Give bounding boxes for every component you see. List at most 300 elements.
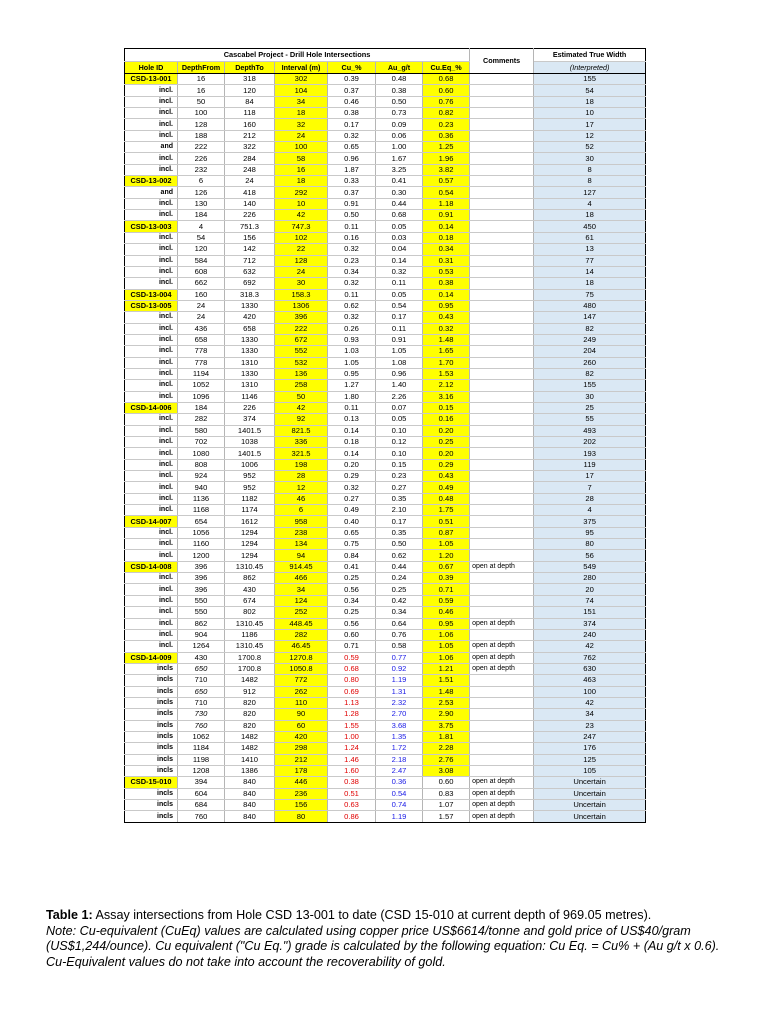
- au-cell: 0.23: [376, 471, 423, 482]
- drill-hole-intersections-table: [124, 48, 646, 823]
- cueq-cell: 0.39: [423, 573, 470, 584]
- au-cell: 0.73: [376, 108, 423, 119]
- au-cell: 0.17: [376, 312, 423, 323]
- cu-cell: 0.95: [328, 368, 376, 379]
- comments-cell: [470, 459, 534, 470]
- true-width-header: Estimated True Width: [534, 49, 646, 62]
- cu-cell: 1.80: [328, 391, 376, 402]
- true-width-cell: 4: [534, 198, 646, 209]
- interval-label-cell: incls: [125, 754, 178, 765]
- depth-to-cell: 1310: [225, 357, 275, 368]
- au-cell: 0.64: [376, 618, 423, 629]
- cueq-cell: 0.43: [423, 471, 470, 482]
- interval-label-cell: incl.: [125, 346, 178, 357]
- interval-label-cell: and: [125, 142, 178, 153]
- interval-cell: 252: [275, 607, 328, 618]
- interval-cell: 448.45: [275, 618, 328, 629]
- depth-to-cell: 420: [225, 312, 275, 323]
- au-cell: 2.18: [376, 754, 423, 765]
- cu-cell: 0.20: [328, 459, 376, 470]
- interval-cell: 672: [275, 334, 328, 345]
- comments-cell: [470, 425, 534, 436]
- cu-cell: 0.11: [328, 402, 376, 413]
- comments-cell: [470, 278, 534, 289]
- depth-from-cell: 396: [178, 584, 225, 595]
- cu-cell: 0.11: [328, 221, 376, 232]
- depth-from-cell: 604: [178, 788, 225, 799]
- cu-cell: 0.96: [328, 153, 376, 164]
- cu-cell: 1.27: [328, 380, 376, 391]
- cueq-cell: 3.08: [423, 765, 470, 776]
- interval-label-cell: incl.: [125, 414, 178, 425]
- table-row: [125, 176, 646, 187]
- au-cell: 2.47: [376, 765, 423, 776]
- interval-label-cell: incl.: [125, 641, 178, 652]
- comments-cell: [470, 74, 534, 85]
- true-width-cell: 450: [534, 221, 646, 232]
- interval-cell: 92: [275, 414, 328, 425]
- interval-cell: 18: [275, 176, 328, 187]
- cueq-cell: 0.20: [423, 425, 470, 436]
- hole-id-cell: CSD-13-002: [125, 176, 178, 187]
- cueq-cell: 0.32: [423, 323, 470, 334]
- interval-cell: 282: [275, 629, 328, 640]
- cu-cell: 1.05: [328, 357, 376, 368]
- table-row: [125, 641, 646, 652]
- au-cell: 1.05: [376, 346, 423, 357]
- interval-label-cell: incl.: [125, 164, 178, 175]
- au-cell: 0.14: [376, 255, 423, 266]
- interval-label-cell: incl.: [125, 618, 178, 629]
- table-title: Cascabel Project - Drill Hole Intersections: [125, 49, 470, 62]
- au-cell: 0.41: [376, 176, 423, 187]
- interval-cell: 12: [275, 482, 328, 493]
- au-cell: 0.44: [376, 561, 423, 572]
- interval-label-cell: incl.: [125, 210, 178, 221]
- true-width-cell: 762: [534, 652, 646, 663]
- comments-cell: [470, 232, 534, 243]
- au-cell: 0.30: [376, 187, 423, 198]
- true-width-cell: 8: [534, 164, 646, 175]
- col-depth-from: DepthFrom: [178, 62, 225, 74]
- interval-label-cell: incl.: [125, 391, 178, 402]
- interval-label-cell: incl.: [125, 550, 178, 561]
- au-cell: 0.91: [376, 334, 423, 345]
- interval-cell: 18: [275, 108, 328, 119]
- comments-cell: [470, 539, 534, 550]
- comments-cell: [470, 573, 534, 584]
- interval-label-cell: incl.: [125, 482, 178, 493]
- interval-label-cell: and: [125, 187, 178, 198]
- cueq-cell: 1.05: [423, 539, 470, 550]
- interval-label-cell: incl.: [125, 130, 178, 141]
- depth-to-cell: 820: [225, 709, 275, 720]
- depth-to-cell: 1294: [225, 539, 275, 550]
- interval-cell: 32: [275, 119, 328, 130]
- depth-to-cell: 418: [225, 187, 275, 198]
- table-row: [125, 368, 646, 379]
- depth-from-cell: 184: [178, 402, 225, 413]
- table-row: [125, 96, 646, 107]
- cu-cell: 0.68: [328, 663, 376, 674]
- depth-to-cell: 862: [225, 573, 275, 584]
- true-width-cell: 155: [534, 74, 646, 85]
- au-cell: 1.19: [376, 811, 423, 822]
- true-width-cell: 23: [534, 720, 646, 731]
- cueq-cell: 0.95: [423, 618, 470, 629]
- comments-cell: [470, 346, 534, 357]
- cueq-cell: 0.38: [423, 278, 470, 289]
- cu-cell: 0.46: [328, 96, 376, 107]
- cu-cell: 0.23: [328, 255, 376, 266]
- interval-cell: 302: [275, 74, 328, 85]
- interval-cell: 94: [275, 550, 328, 561]
- comments-cell: [470, 697, 534, 708]
- cu-cell: 0.37: [328, 187, 376, 198]
- cueq-cell: 0.76: [423, 96, 470, 107]
- depth-from-cell: 1264: [178, 641, 225, 652]
- au-cell: 2.26: [376, 391, 423, 402]
- interval-cell: 100: [275, 142, 328, 153]
- cueq-cell: 0.82: [423, 108, 470, 119]
- cueq-cell: 2.76: [423, 754, 470, 765]
- comments-cell: open at depth: [470, 561, 534, 572]
- true-width-cell: 12: [534, 130, 646, 141]
- depth-to-cell: 1330: [225, 300, 275, 311]
- depth-from-cell: 1056: [178, 527, 225, 538]
- interval-cell: 110: [275, 697, 328, 708]
- true-width-cell: 42: [534, 697, 646, 708]
- interval-cell: 28: [275, 471, 328, 482]
- interval-cell: 298: [275, 743, 328, 754]
- depth-to-cell: 1186: [225, 629, 275, 640]
- hole-id-cell: CSD-14-008: [125, 561, 178, 572]
- interval-label-cell: incls: [125, 743, 178, 754]
- table-row: [125, 516, 646, 527]
- table-row: [125, 255, 646, 266]
- true-width-cell: 247: [534, 731, 646, 742]
- cueq-cell: 1.21: [423, 663, 470, 674]
- table-row: [125, 414, 646, 425]
- interval-cell: 914.45: [275, 561, 328, 572]
- true-width-cell: 18: [534, 210, 646, 221]
- interval-cell: 1306: [275, 300, 328, 311]
- comments-cell: [470, 493, 534, 504]
- depth-from-cell: 658: [178, 334, 225, 345]
- depth-to-cell: 1310: [225, 380, 275, 391]
- interval-label-cell: incls: [125, 663, 178, 674]
- true-width-cell: 249: [534, 334, 646, 345]
- table-row: [125, 130, 646, 141]
- au-cell: 0.32: [376, 266, 423, 277]
- table-row: [125, 505, 646, 516]
- true-width-cell: Uncertain: [534, 788, 646, 799]
- true-width-cell: Uncertain: [534, 777, 646, 788]
- depth-from-cell: 1198: [178, 754, 225, 765]
- depth-to-cell: 712: [225, 255, 275, 266]
- depth-from-cell: 904: [178, 629, 225, 640]
- interval-cell: 58: [275, 153, 328, 164]
- interval-label-cell: incl.: [125, 573, 178, 584]
- au-cell: 0.50: [376, 539, 423, 550]
- au-cell: 0.68: [376, 210, 423, 221]
- interval-cell: 158.3: [275, 289, 328, 300]
- au-cell: 0.62: [376, 550, 423, 561]
- true-width-cell: 25: [534, 402, 646, 413]
- interval-cell: 336: [275, 437, 328, 448]
- comments-cell: [470, 164, 534, 175]
- table-row: [125, 119, 646, 130]
- interval-cell: 10: [275, 198, 328, 209]
- interval-cell: 104: [275, 85, 328, 96]
- true-width-cell: 8: [534, 176, 646, 187]
- cueq-cell: 0.23: [423, 119, 470, 130]
- depth-from-cell: 1168: [178, 505, 225, 516]
- table-row: [125, 425, 646, 436]
- comments-cell: [470, 505, 534, 516]
- depth-from-cell: 130: [178, 198, 225, 209]
- true-width-cell: 30: [534, 153, 646, 164]
- true-width-cell: 549: [534, 561, 646, 572]
- au-cell: 0.50: [376, 96, 423, 107]
- depth-from-cell: 778: [178, 346, 225, 357]
- cueq-cell: 0.59: [423, 595, 470, 606]
- depth-from-cell: 778: [178, 357, 225, 368]
- au-cell: 1.00: [376, 142, 423, 153]
- col-interval: Interval (m): [275, 62, 328, 74]
- cu-cell: 0.75: [328, 539, 376, 550]
- interval-label-cell: incl.: [125, 232, 178, 243]
- interval-label-cell: incls: [125, 697, 178, 708]
- cu-cell: 0.32: [328, 312, 376, 323]
- true-width-cell: 56: [534, 550, 646, 561]
- au-cell: 3.68: [376, 720, 423, 731]
- true-width-cell: 630: [534, 663, 646, 674]
- true-width-cell: 375: [534, 516, 646, 527]
- table-row: [125, 221, 646, 232]
- interval-label-cell: incl.: [125, 266, 178, 277]
- interval-label-cell: incl.: [125, 198, 178, 209]
- interval-cell: 30: [275, 278, 328, 289]
- true-width-cell: 18: [534, 96, 646, 107]
- au-cell: 1.35: [376, 731, 423, 742]
- interval-cell: 128: [275, 255, 328, 266]
- depth-to-cell: 318.3: [225, 289, 275, 300]
- caption-note: Note: Cu-equivalent (CuEq) values are calculated using copper price US$6614/tonne and gold price of US$40/gram (US$1,244/ounce). Cu equivalent ("Cu Eq.") grade is calculated by the following equation: Cu Eq. = Cu% + (Au g/t x 0.6). Cu-Equivalent values do not take into account the recoverability of gold.: [46, 923, 720, 969]
- cueq-cell: 1.25: [423, 142, 470, 153]
- col-hole-id: Hole ID: [125, 62, 178, 74]
- table-row: [125, 164, 646, 175]
- cu-cell: 0.59: [328, 652, 376, 663]
- depth-to-cell: 142: [225, 244, 275, 255]
- cu-cell: 0.32: [328, 278, 376, 289]
- table-row: [125, 697, 646, 708]
- cueq-cell: 1.65: [423, 346, 470, 357]
- table-row: [125, 561, 646, 572]
- cu-cell: 0.51: [328, 788, 376, 799]
- au-cell: 0.05: [376, 221, 423, 232]
- au-cell: 0.11: [376, 278, 423, 289]
- cu-cell: 0.39: [328, 74, 376, 85]
- cu-cell: 1.60: [328, 765, 376, 776]
- table-row: [125, 584, 646, 595]
- comments-cell: [470, 380, 534, 391]
- interval-cell: 6: [275, 505, 328, 516]
- interval-cell: 24: [275, 130, 328, 141]
- depth-from-cell: 188: [178, 130, 225, 141]
- depth-to-cell: 1146: [225, 391, 275, 402]
- hole-id-cell: CSD-14-006: [125, 402, 178, 413]
- cueq-cell: 0.48: [423, 493, 470, 504]
- cueq-cell: 1.70: [423, 357, 470, 368]
- depth-from-cell: 760: [178, 811, 225, 822]
- true-width-cell: 61: [534, 232, 646, 243]
- true-width-cell: 10: [534, 108, 646, 119]
- cueq-cell: 1.57: [423, 811, 470, 822]
- comments-cell: [470, 153, 534, 164]
- cu-cell: 0.56: [328, 618, 376, 629]
- depth-to-cell: 1330: [225, 334, 275, 345]
- cueq-cell: 0.67: [423, 561, 470, 572]
- comments-cell: [470, 289, 534, 300]
- au-cell: 1.67: [376, 153, 423, 164]
- table-row: [125, 142, 646, 153]
- depth-from-cell: 1160: [178, 539, 225, 550]
- cu-cell: 0.84: [328, 550, 376, 561]
- cueq-cell: 0.25: [423, 437, 470, 448]
- depth-to-cell: 1401.5: [225, 425, 275, 436]
- comments-cell: [470, 244, 534, 255]
- cu-cell: 1.24: [328, 743, 376, 754]
- comments-cell: open at depth: [470, 652, 534, 663]
- depth-to-cell: 140: [225, 198, 275, 209]
- cu-cell: 0.37: [328, 85, 376, 96]
- table-row: [125, 266, 646, 277]
- cueq-cell: 0.46: [423, 607, 470, 618]
- table-row: [125, 210, 646, 221]
- table-row: [125, 618, 646, 629]
- depth-from-cell: 710: [178, 675, 225, 686]
- true-width-cell: 14: [534, 266, 646, 277]
- interval-cell: 80: [275, 811, 328, 822]
- au-cell: 2.10: [376, 505, 423, 516]
- table-row: [125, 334, 646, 345]
- cueq-cell: 0.60: [423, 777, 470, 788]
- depth-to-cell: 322: [225, 142, 275, 153]
- cu-cell: 0.63: [328, 800, 376, 811]
- depth-to-cell: 674: [225, 595, 275, 606]
- cu-cell: 0.38: [328, 108, 376, 119]
- cu-cell: 0.93: [328, 334, 376, 345]
- depth-to-cell: 840: [225, 811, 275, 822]
- table-row: [125, 675, 646, 686]
- cu-cell: 0.34: [328, 266, 376, 277]
- hole-id-cell: CSD-14-007: [125, 516, 178, 527]
- true-width-cell: 80: [534, 539, 646, 550]
- interval-label-cell: incls: [125, 709, 178, 720]
- cu-cell: 0.27: [328, 493, 376, 504]
- comments-cell: open at depth: [470, 663, 534, 674]
- table-row: [125, 482, 646, 493]
- true-width-cell: Uncertain: [534, 800, 646, 811]
- depth-from-cell: 16: [178, 74, 225, 85]
- cueq-cell: 0.60: [423, 85, 470, 96]
- table-row: [125, 448, 646, 459]
- depth-to-cell: 840: [225, 800, 275, 811]
- depth-to-cell: 120: [225, 85, 275, 96]
- cueq-cell: 0.43: [423, 312, 470, 323]
- depth-from-cell: 160: [178, 289, 225, 300]
- interval-cell: 42: [275, 402, 328, 413]
- interval-cell: 396: [275, 312, 328, 323]
- interval-cell: 446: [275, 777, 328, 788]
- depth-from-cell: 654: [178, 516, 225, 527]
- cu-cell: 0.11: [328, 289, 376, 300]
- comments-cell: [470, 210, 534, 221]
- interval-cell: 42: [275, 210, 328, 221]
- cu-cell: 0.25: [328, 607, 376, 618]
- comments-cell: [470, 527, 534, 538]
- interval-cell: 958: [275, 516, 328, 527]
- depth-from-cell: 120: [178, 244, 225, 255]
- au-cell: 0.07: [376, 402, 423, 413]
- au-cell: 0.36: [376, 777, 423, 788]
- table-body: [125, 74, 646, 823]
- cueq-cell: 0.68: [423, 74, 470, 85]
- table-row: [125, 765, 646, 776]
- interval-label-cell: incl.: [125, 595, 178, 606]
- depth-from-cell: 396: [178, 561, 225, 572]
- interval-label-cell: incl.: [125, 312, 178, 323]
- interval-cell: 321.5: [275, 448, 328, 459]
- table-row: [125, 391, 646, 402]
- true-width-cell: 151: [534, 607, 646, 618]
- au-cell: 0.09: [376, 119, 423, 130]
- comments-cell: [470, 516, 534, 527]
- cueq-cell: 0.95: [423, 300, 470, 311]
- interval-cell: 420: [275, 731, 328, 742]
- au-cell: 0.54: [376, 300, 423, 311]
- au-cell: 1.19: [376, 675, 423, 686]
- depth-to-cell: 1294: [225, 527, 275, 538]
- interval-cell: 821.5: [275, 425, 328, 436]
- comments-cell: open at depth: [470, 777, 534, 788]
- table-row: [125, 323, 646, 334]
- comments-cell: [470, 686, 534, 697]
- au-cell: 3.25: [376, 164, 423, 175]
- interval-cell: 238: [275, 527, 328, 538]
- table-row: [125, 300, 646, 311]
- interval-cell: 552: [275, 346, 328, 357]
- table-row: [125, 573, 646, 584]
- table-row: [125, 595, 646, 606]
- depth-to-cell: 1330: [225, 368, 275, 379]
- depth-from-cell: 396: [178, 573, 225, 584]
- col-cueq: Cu.Eq_%: [423, 62, 470, 74]
- table-row: [125, 777, 646, 788]
- comments-cell: open at depth: [470, 800, 534, 811]
- interval-cell: 22: [275, 244, 328, 255]
- true-width-cell: 17: [534, 471, 646, 482]
- interval-label-cell: incls: [125, 675, 178, 686]
- cueq-cell: 2.12: [423, 380, 470, 391]
- interval-label-cell: incl.: [125, 584, 178, 595]
- cu-cell: 0.29: [328, 471, 376, 482]
- interval-label-cell: incl.: [125, 448, 178, 459]
- depth-to-cell: 84: [225, 96, 275, 107]
- au-cell: 0.17: [376, 516, 423, 527]
- interval-label-cell: incls: [125, 765, 178, 776]
